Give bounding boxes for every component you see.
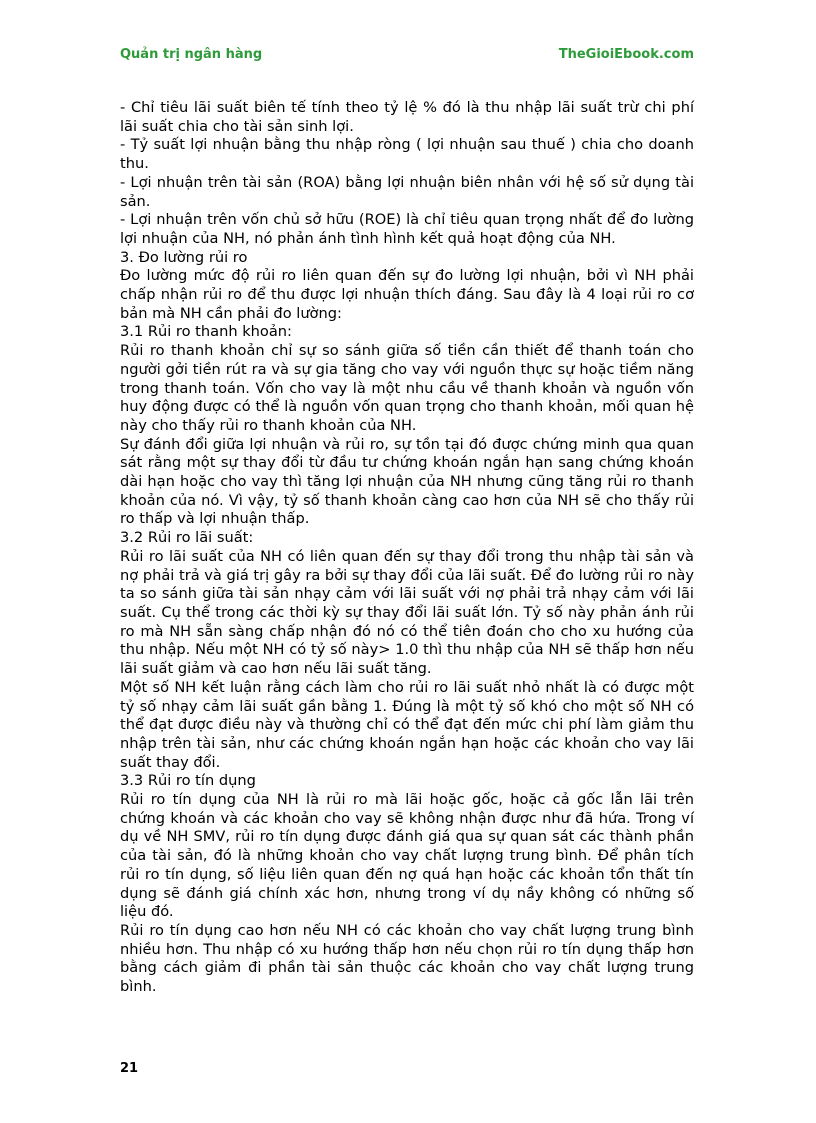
paragraph-interest-rate-risk-1: Rủi ro lãi suất của NH có liên quan đến sự thay đổi trong thu nhập tài sản và nợ phải trả và giá trị gây ra bởi sự thay đổi của lãi suất. Để đo lường rủi ro này ta so sánh giữa tài sản nhạy cảm với lãi suất với nợ phải trả nhạy cảm với lãi suất. Cụ thể trong các thời kỳ sự thay đổi lãi suất lớn. Tỷ số này phản ánh rủi ro mà NH sẵn sàng chấp nhận đó nó có thể tiên đoán cho cho xu hướng của thu nhập. Nếu một NH có tỷ số này> 1.0 thì thu nhập của NH sẽ thấp hơn nếu lãi suất giảm và cao hơn nếu lãi suất tăng. bbox=[120, 547, 694, 678]
page-number: 21 bbox=[120, 1061, 139, 1076]
site-name: TheGioiEbook.com bbox=[558, 47, 694, 62]
paragraph-nim-indicator: - Chỉ tiêu lãi suất biên tế tính theo tỷ lệ % đó là thu nhập lãi suất trừ chi phí lãi suất chia cho tài sản sinh lợi. bbox=[120, 99, 694, 135]
page-header bbox=[120, 47, 694, 67]
paragraph-profit-margin: - Tỷ suất lợi nhuận bằng thu nhập ròng ( lợi nhuận sau thuế ) chia cho doanh thu. bbox=[120, 136, 694, 173]
section-heading-risk-measurement: 3. Đo lường rủi ro bbox=[120, 248, 248, 266]
section-heading-liquidity-risk: 3.1 Rủi ro thanh khoản: bbox=[120, 323, 292, 341]
paragraph-liquidity-risk-1: Rủi ro thanh khoản chỉ sự so sánh giữa số tiền cần thiết để thanh toán cho người gởi tiền rút ra và sự gia tăng cho vay với nguồn thực sự hoặc tiềm năng trong thanh toán. Vốn cho vay là một nhu cầu về thanh khoản và nguồn vốn huy động được có thể là nguồn vốn quan trọng cho thanh khoản, mối quan hệ này cho thấy rủi ro thanh khoản của NH. bbox=[120, 342, 694, 434]
paragraph-credit-risk-2: Rủi ro tín dụng cao hơn nếu NH có các khoản cho vay chất lượng trung bình nhiều hơn. Thu nhập có xu hướng thấp hơn nếu chọn rủi ro tín dụng thấp hơn bằng cách giảm đi phần tài sản thuộc các khoản cho vay chất lượng trung bình. bbox=[120, 921, 694, 996]
section-heading-credit-risk: 3.3 Rủi ro tín dụng bbox=[120, 772, 256, 790]
paragraph-risk-intro: Đo lường mức độ rủi ro liên quan đến sự đo lường lợi nhuận, bởi vì NH phải chấp nhận rủi ro để thu được lợi nhuận thích đáng. Sau đây là 4 loại rủi ro cơ bản mà NH cần phải đo lường: bbox=[120, 267, 694, 322]
paragraph-credit-risk-1: Rủi ro tín dụng của NH là rủi ro mà lãi hoặc gốc, hoặc cả gốc lẫn lãi trên chứng khoán và các khoản cho vay sẽ không nhận được như đã hứa. Trong ví dụ về NH SMV, rủi ro tín dụng được đánh giá qua sự quan sát các thành phần của tài sản, đó là những khoản cho vay chất lượng trung bình. Để phân tích rủi ro tín dụng, số liệu liên quan đến nợ quá hạn hoặc các khoản tổn thất tín dụng sẽ đánh giá chính xác hơn, nhưng trong ví dụ nầy không có những số liệu đó. bbox=[120, 791, 694, 921]
paragraph-interest-rate-risk-2: Một số NH kết luận rằng cách làm cho rủi ro lãi suất nhỏ nhất là có được một tỷ số nhạy cảm lãi suất gần bằng 1. Đúng là một tỷ số khó cho một số NH có thể đạt được điều này và thường chỉ có thể đạt đến mức chi phí làm giảm thu nhập trên tài sản, như các chứng khoán ngắn hạn hoặc các khoản cho vay lãi suất thay đổi. bbox=[120, 678, 694, 771]
section-heading-interest-rate-risk: 3.2 Rủi ro lãi suất: bbox=[120, 529, 254, 547]
page-body bbox=[120, 99, 694, 997]
paragraph-liquidity-risk-2: Sự đánh đổi giữa lợi nhuận và rủi ro, sự tồn tại đó được chứng minh qua quan sát rằng một sự thay đổi từ đầu tư chứng khoán ngắn hạn sang chứng khoán dài hạn hoặc cho vay thì tăng lợi nhuận của NH nhưng cũng tăng rủi ro thanh khoản của nó. Vì vậy, tỷ số thanh khoản càng cao hơn của NH sẽ cho thấy rủi ro thấp và lợi nhuận thấp. bbox=[120, 435, 694, 528]
paragraph-roa: - Lợi nhuận trên tài sản (ROA) bằng lợi nhuận biên nhân với hệ số sử dụng tài sản. bbox=[120, 173, 694, 210]
paragraph-roe: - Lợi nhuận trên vốn chủ sở hữu (ROE) là chỉ tiêu quan trọng nhất để đo lường lợi nhuận của NH, nó phản ánh tình hình kết quả hoạt động của NH. bbox=[120, 211, 694, 247]
book-title: Quản trị ngân hàng bbox=[120, 47, 263, 62]
